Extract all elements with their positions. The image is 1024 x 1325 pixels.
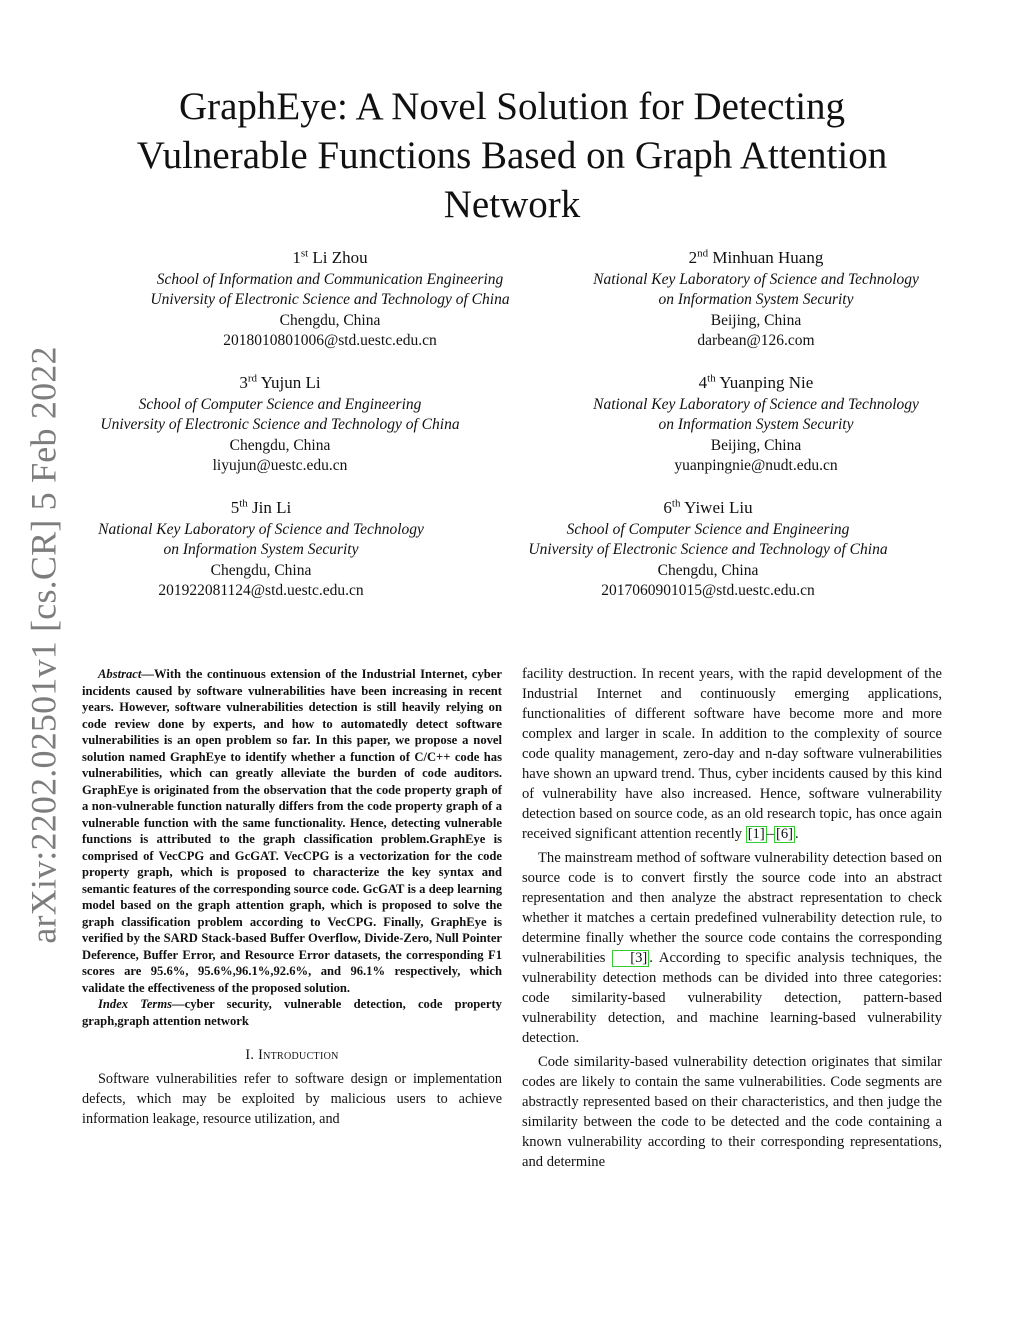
author-city: Chengdu, China (279, 311, 381, 329)
author-name: 3rd Yujun Li (239, 372, 321, 392)
author-affiliation-line1: School of Computer Science and Engineering (138, 395, 422, 413)
author-block-4 (526, 373, 986, 477)
author-affiliation-line1: School of Information and Communication Engineering (156, 270, 504, 288)
author-name: 6th Yiwei Liu (663, 497, 753, 517)
index-terms-text: —cyber security, vulnerable detection, code property graph,graph attention network (82, 997, 502, 1028)
body-paragraph-1 (522, 664, 942, 844)
author-affiliation-line2: University of Electronic Science and Technology of China (100, 416, 460, 434)
author-affiliation-line1: School of Computer Science and Engineering (566, 520, 850, 538)
left-column (82, 664, 502, 1129)
paper-title: GraphEye: A Novel Solution for Detecting Vulnerable Functions Based on Graph Attention Network (136, 85, 888, 226)
abstract (82, 666, 502, 996)
paragraph-text: facility destruction. In recent years, with the rapid development of the Industrial Internet and continuously emerging applications, functionalities of different software have become more and more complex and larger in scale. In addition to the complexity of source code quality management, zero-day and n-day software vulnerabilities have shown an upward trend. Thus, cyber incidents caused by this kind of vulnerability have also increased. Hence, software vulnerability detection based on source code, as an old research topic, has once again received significant attention recently (522, 666, 942, 842)
author-affiliation-line2: on Information System Security (658, 416, 854, 434)
author-name: 2nd Minhuan Huang (688, 247, 824, 267)
author-city: Chengdu, China (657, 561, 759, 579)
body-paragraph-3: Code similarity-based vulnerability detection originates that similar codes are likely to contain the same vulnerabilities. Code segments are abstractly represented based on their characteristics, and then judge the similarity between the code to be detected and the code containing a known vulnerability according to their corresponding representations, and determine (522, 1054, 942, 1170)
author-city: Beijing, China (710, 311, 802, 329)
author-email[interactable]: liyujun@uestc.edu.cn (212, 457, 348, 475)
author-affiliation-line1: National Key Laboratory of Science and Technology (593, 270, 919, 288)
author-name: 1st Li Zhou (292, 247, 368, 267)
author-name: 5th Jin Li (230, 497, 292, 517)
abstract-text: —With the continuous extension of the Industrial Internet, cyber incidents caused by software vulnerabilities have been increasing in recent years. However, software vulnerabilities detection is still heavily relying on code review done by experts, and how to automatedly detect software vulnerabilities is an open problem so far. In this paper, we propose a novel solution named GraphEye to identify whether a function of C/C++ code has vulnerabilities, which can greatly alleviate the burden of code auditors. GraphEye is originated from the observation that the code property graph of a non-vulnerable function naturally differs from the code property graph of a vulnerable function with the same functionality. Hence, detecting vulnerable functions is attributed to the graph classification problem.GraphEye is comprised of VecCPG and GcGAT. VecCPG is a vectorization for the code property graph, which is proposed to characterize the key syntax and semantic features of the corresponding source code. GcGAT is a deep learning model based on the graph attention graph, which is proposed to solve the graph classification problem according to VecCPG. Finally, GraphEye is verified by the SARD Stack-based Buffer Overflow, Divide-Zero, Null Pointer Deference, Buffer Error, and Resource Error datasets, the corresponding F1 scores are 95.6%, 95.6%,96.1%,92.6%, and 96.1% respectively, which validate the effectiveness of the proposed solution. (82, 667, 502, 995)
paragraph-end: . (795, 826, 799, 842)
author-affiliation-line2: on Information System Security (163, 541, 359, 559)
body-paragraph-2 (522, 848, 942, 1048)
author-block-2 (526, 248, 986, 352)
author-email[interactable]: 2017060901015@std.uestc.edu.cn (601, 582, 815, 600)
author-block-1 (100, 248, 560, 352)
author-email[interactable]: darbean@126.com (697, 332, 815, 350)
arxiv-identifier-text: arXiv:2202.02501v1 [cs.CR] 5 Feb 2022 (24, 346, 65, 944)
author-email[interactable]: 201922081124@std.uestc.edu.cn (158, 582, 364, 600)
author-affiliation-line1: National Key Laboratory of Science and Technology (98, 520, 424, 538)
author-city: Chengdu, China (210, 561, 312, 579)
author-block-5 (31, 498, 491, 602)
author-affiliation-line2: University of Electronic Science and Technology of China (150, 291, 510, 309)
author-block-6 (478, 498, 938, 602)
citation-link[interactable]: [1] (747, 826, 765, 842)
citation-link[interactable]: [3] (612, 950, 649, 967)
paragraph-text-continued: . According to specific analysis techniques, the vulnerability detection methods can be divided into three categories: code similarity-based vulnerability detection, pattern-based vulnerability detection, and machine learning-based vulnerability detection. (522, 950, 942, 1046)
author-affiliation-line2: University of Electronic Science and Technology of China (528, 541, 888, 559)
author-email[interactable]: yuanpingnie@nudt.edu.cn (674, 457, 838, 475)
abstract-label: Abstract (98, 667, 142, 681)
author-block-3 (50, 373, 510, 477)
citation-range-dash: – (766, 826, 775, 842)
author-affiliation-line1: National Key Laboratory of Science and Technology (593, 395, 919, 413)
author-affiliation-line2: on Information System Security (658, 291, 854, 309)
index-terms (82, 996, 502, 1029)
author-email[interactable]: 2018010801006@std.uestc.edu.cn (223, 332, 437, 350)
paragraph-text: The mainstream method of software vulnerability detection based on source code is to convert firstly the source code into an abstract representation and then analyze the abstract representation to check whether it matches a certain predefined vulnerability detection rule, to determine finally whether the source code contains the corresponding vulnerabilities (522, 850, 942, 966)
intro-paragraph: Software vulnerabilities refer to software design or implementation defects, which may be exploited by malicious users to achieve information leakage, resource utilization, and (82, 1071, 502, 1127)
section-heading-introduction: I. Introduction (245, 1047, 339, 1063)
right-column (522, 664, 942, 1172)
author-city: Chengdu, China (229, 436, 331, 454)
citation-link[interactable]: [6] (776, 826, 794, 842)
author-city: Beijing, China (710, 436, 802, 454)
author-name: 4th Yuanping Nie (698, 372, 814, 392)
index-terms-label: Index Terms (98, 997, 173, 1011)
